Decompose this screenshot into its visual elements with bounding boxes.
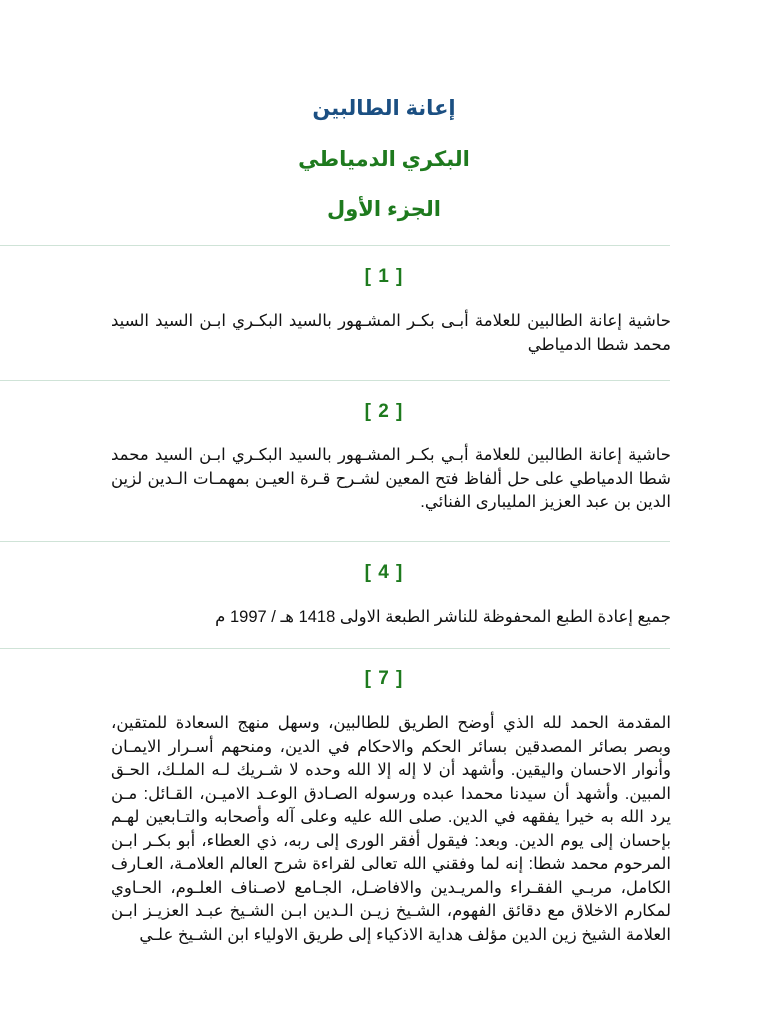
section-divider	[0, 245, 670, 246]
page-number: [ 4 ]	[364, 562, 404, 583]
section-text: جميع إعادة الطبع المحفوظة للناشر الطبعة الاولى 1418 هـ / 1997 م	[215, 608, 671, 626]
book-author: البكري الدمياطي	[298, 148, 470, 171]
page-number: [ 7 ]	[364, 668, 404, 689]
section-divider	[0, 541, 670, 542]
page-number: [ 1 ]	[364, 266, 404, 287]
section-text: المقدمة الحمد لله الذي أوضح الطريق للطالبين، وسهل منهج السعادة للمتقين، وبصر بصائر المصدقين بسائر الحكم والاحكام في الدين، ومنحهم أسـرار الايمـان وأنوار الاحسان واليقين. وأشهد أن لا إله إلا الله وحده لا شـريك لـه الملـك، الحـق المبين. وأشهد أن سيدنا محمدا عبده ورسوله الصـادق الوعـد الاميـن، القـائل: مـن يرد الله به خيرا يفقهه في الدين. صلى الله عليه وعلى آله وأصحابه والتـابعين لهـم بإحسان إلى يوم الدين. وبعد: فيقول أفقر الورى إلى ربه، ذي العطاء، أبو بكـر ابـن المرحوم محمد شطا: إنه لما وفقني الله تعالى لقراءة شرح العالم العلامـة، العـارف الكامل، مربـي الفقـراء والمريـدين والافاضـل، الجـامع لاصـناف العلـوم، الحـاوي لمكارم الاخلاق مع دقائق الفهوم، الشـيخ زيـن الـدين ابـن الشـيخ عبـد العزيـز ابـن العلامة الشيخ زين الدين مؤلف هداية الاذكياء إلى طريق الاولياء ابن الشـيخ علـي	[111, 714, 671, 944]
section-text: حاشية إعانة الطالبين للعلامة أبـي بكـر المشـهور بالسيد البكـري ابـن السيد محمد شطا الدمياطي على حل ألفاظ فتح المعين لشـرح قـرة العيـن بمهمـات الـدين لزين الدين بن عبد العزيز المليبارى الفنائي.	[111, 446, 671, 511]
section-divider	[0, 648, 670, 649]
volume-title: الجزء الأول	[327, 198, 441, 221]
page-number: [ 2 ]	[364, 401, 404, 422]
book-title: إعانة الطالبين	[312, 97, 456, 120]
section-divider	[0, 380, 670, 381]
section-text: حاشية إعانة الطالبين للعلامة أبـى بكـر المشـهور بالسيد البكـري ابـن السيد السيد محمد شطا الدمياطي	[111, 312, 671, 354]
